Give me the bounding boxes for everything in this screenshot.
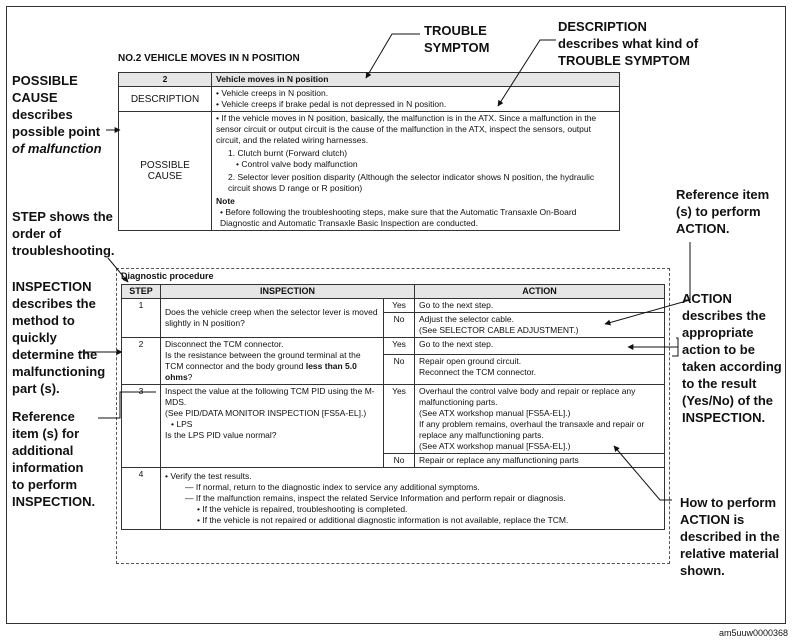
callout-inspection: INSPECTION describes the method to quickly determine the malfunctioning part (s). <box>12 279 106 396</box>
symptom-number: 2 <box>119 73 212 87</box>
step-3-no: No <box>384 454 415 468</box>
step-3-inspection: Inspect the value at the following TCM PID using the M-MDS. (See PID/DATA MONITOR INSPECTION [FS5A-EL].) • LPS Is the LPS PID value normal? <box>161 385 384 468</box>
callout-reference-action: Reference item (s) to perform ACTION. <box>676 187 770 236</box>
step-1-no-action: Adjust the selector cable. (See SELECTOR CABLE ADJUSTMENT.) <box>415 313 665 338</box>
symptom-caption: NO.2 VEHICLE MOVES IN N POSITION <box>118 53 300 64</box>
step-1-inspection: Does the vehicle creep when the selector lever is moved slightly in N position? <box>161 299 384 338</box>
step-2-yes: Yes <box>384 338 415 355</box>
description-item: • Vehicle creeps in N position. <box>216 88 329 98</box>
step-3-no-action: Repair or replace any malfunctioning parts <box>415 454 665 468</box>
step-3-number: 3 <box>122 385 161 468</box>
note-text: • Before following the troubleshooting steps, make sure that the Automatic Transaxle On-Board Diagnostic and Automatic Transaxle Basic Inspection are conducted. <box>220 207 577 228</box>
cause-intro: • If the vehicle moves in N position, basically, the malfunction is in the ATX. Since a malfunction in the sensor circuit or output circuit is the cause of the malfunction in the ATX, inspect the sensors, output circuit, and the related wiring harnesses. <box>216 113 597 145</box>
cause-2: 2. Selector lever position disparity (Although the selector indicator shows N position, the hydraulic circuit shows D range or R position) <box>228 172 595 193</box>
arrow-reference-inspection <box>98 392 156 418</box>
cause-1: 1. Clutch burnt (Forward clutch) <box>228 148 348 158</box>
step-2-number: 2 <box>122 338 161 385</box>
callout-description: DESCRIPTION describes what kind of TROUBLE SYMPTOM <box>558 19 699 68</box>
step-2-inspection: Disconnect the TCM connector. Is the resistance between the ground terminal at the TCM connector and the body ground less than 5.0 ohms? <box>161 338 384 385</box>
procedure-title: Diagnostic procedure <box>121 271 214 281</box>
figure-id: am5uuw0000368 <box>718 628 788 638</box>
header-inspection: INSPECTION <box>161 285 415 299</box>
callout-reference-inspection: Reference item (s) for additional information to perform INSPECTION. <box>12 409 96 509</box>
possible-cause-label: POSSIBLE CAUSE <box>119 112 212 231</box>
step-2-yes-action: Go to the next step. <box>415 338 665 355</box>
header-step: STEP <box>122 285 161 299</box>
callout-possible-cause: POSSIBLE CAUSE describes possible point of malfunction <box>12 73 102 156</box>
step-3-yes-action: Overhaul the control valve body and repair or replace any malfunctioning parts. (See ATX workshop manual [FS5A-EL].) If any problem remains, overhaul the transaxle and repair or replace any malfunctioning parts. (See ATX workshop manual [FS5A-EL].) <box>415 385 665 454</box>
callout-action: ACTION describes the appropriate action to be taken according to the result (Yes/No) of the INSPECTION. <box>682 291 782 425</box>
step-2-no-action: Repair open ground circuit. Reconnect the TCM connector. <box>415 354 665 384</box>
arrow-reference-action <box>605 242 690 324</box>
arrow-trouble-symptom <box>366 34 420 78</box>
step-4-number: 4 <box>122 468 161 530</box>
arrow-description <box>498 40 556 106</box>
step-3-yes: Yes <box>384 385 415 454</box>
step-2-no: No <box>384 354 415 384</box>
description-item: • Vehicle creeps if brake pedal is not depressed in N position. <box>216 99 447 109</box>
callout-step: STEP shows the order of troubleshooting. <box>12 209 115 258</box>
arrow-how-to <box>614 446 672 500</box>
symptom-title: Vehicle moves in N position <box>212 73 620 87</box>
note-label: Note <box>216 196 235 206</box>
arrow-step <box>108 258 128 282</box>
step-1-yes: Yes <box>384 299 415 313</box>
cause-1-sub: • Control valve body malfunction <box>236 159 358 169</box>
callout-trouble-symptom: TROUBLE SYMPTOM <box>424 23 490 55</box>
header-action: ACTION <box>415 285 665 299</box>
callout-how-to: How to perform ACTION is described in the relative material shown. <box>680 495 780 578</box>
step-1-no: No <box>384 313 415 338</box>
step-4-content: • Verify the test results. — If normal, return to the diagnostic index to service any additional symptoms. — If the malfunction remains, inspect the related Service Information and perform repair or diagnosis. • If the vehicle is repaired, troubleshooting is completed. • If the vehicle is not repaired or additional diagnostic information is not available, replace the TCM. <box>161 468 665 530</box>
description-label: DESCRIPTION <box>119 87 212 112</box>
step-1-number: 1 <box>122 299 161 338</box>
step-1-yes-action: Go to the next step. <box>415 299 665 313</box>
